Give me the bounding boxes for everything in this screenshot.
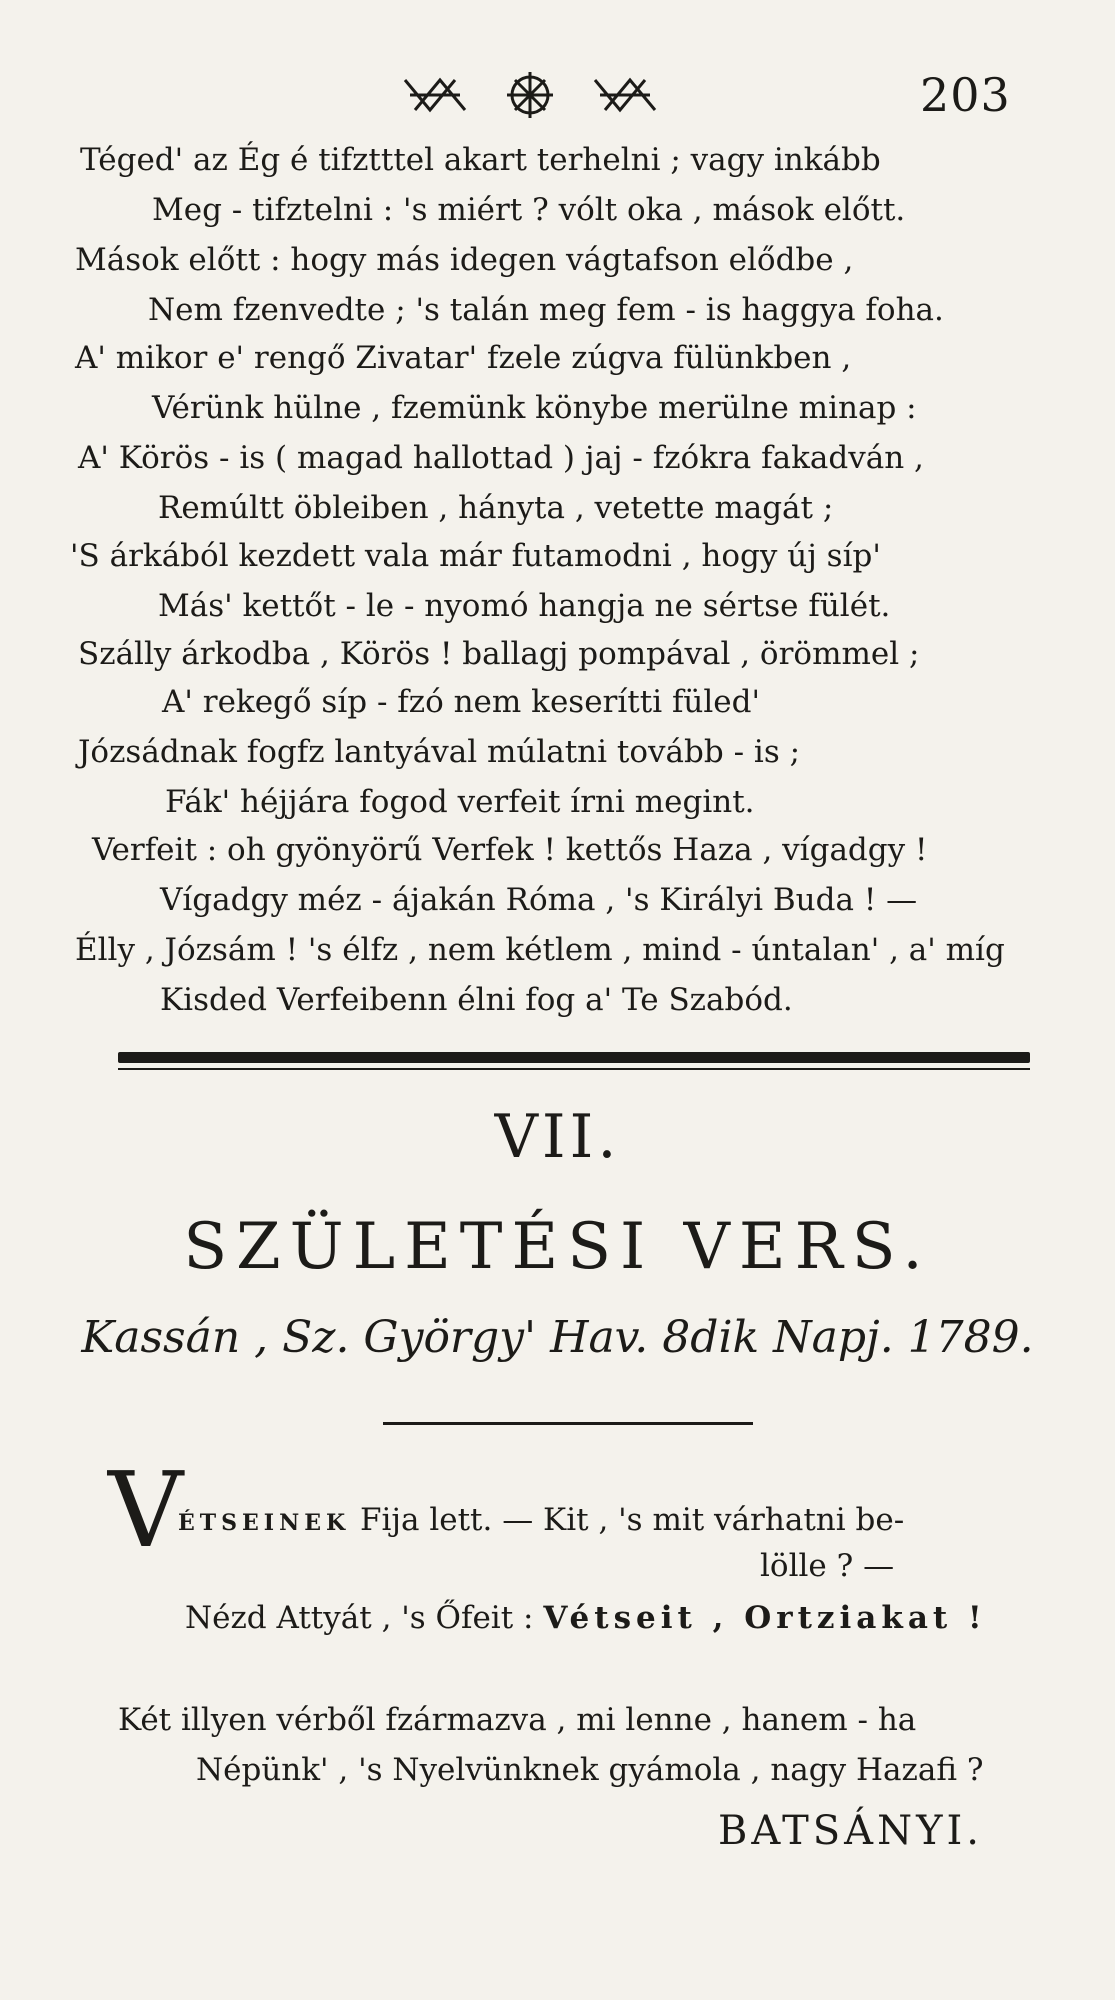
poem-line: Mások előtt : hogy más idegen vágtafson elődbe , bbox=[75, 242, 854, 278]
poem-line: Remúltt öbleiben , hányta , vetette magát ; bbox=[158, 490, 834, 526]
poem-line: Élly , Józsám ! 's élfz , nem kétlem , mind - úntalan' , a' míg bbox=[75, 932, 1005, 968]
poem-line: Nem fzenvedte ; 's talán meg fem - is haggya foha. bbox=[148, 292, 944, 328]
page-number: 203 bbox=[920, 68, 1011, 122]
poem-line: Szálly árkodba , Körös ! ballagj pompával , örömmel ; bbox=[78, 636, 920, 672]
poem-line: Fák' héjjára fogod verfeit írni megint. bbox=[165, 784, 755, 820]
section-title: SZÜLETÉSI VERS. bbox=[183, 1210, 932, 1284]
verse-line-1 bbox=[178, 1500, 904, 1543]
poem-line: A' mikor e' rengő Zivatar' fzele zúgva fülünkben , bbox=[75, 340, 852, 376]
drop-cap: V bbox=[108, 1449, 184, 1571]
section-divider-thick bbox=[118, 1052, 1030, 1063]
section-number: VII. bbox=[494, 1102, 621, 1172]
poem-line: Józsádnak fogfz lantyával múlatni tovább - is ; bbox=[78, 734, 801, 770]
verse-line-2 bbox=[185, 1598, 987, 1638]
poem-line: Vérünk hülne , fzemünk könybe merülne minap : bbox=[152, 390, 917, 426]
poem-line: 'S árkából kezdett vala már futamodni , hogy új síp' bbox=[70, 538, 881, 574]
verse-line-2-start: Nézd Attyát , 's Őfeit : bbox=[185, 1600, 534, 1636]
short-divider bbox=[383, 1422, 753, 1425]
verse-line-4: Népünk' , 's Nyelvünknek gyámola , nagy Hazafi ? bbox=[196, 1752, 984, 1788]
section-divider-thin bbox=[118, 1068, 1030, 1070]
poem-line: A' rekegő síp - fzó nem keserítti füled' bbox=[162, 684, 761, 720]
section-subtitle: Kassán , Sz. György' Hav. 8dik Napj. 1789. bbox=[81, 1312, 1034, 1363]
ornament-vignette-icon bbox=[395, 60, 665, 130]
poem-line: Meg - tifztelni : 's miért ? vólt oka , mások előtt. bbox=[152, 192, 906, 228]
poem-line: A' Körös - is ( magad hallottad ) jaj - fzókra fakadván , bbox=[78, 440, 924, 476]
poem-line: Téged' az Ég é tifztttel akart terhelni ; vagy inkább bbox=[80, 142, 881, 178]
poem-line: Verfeit : oh gyönyörű Verfek ! kettős Haza , vígadgy ! bbox=[92, 832, 928, 868]
verse-line-2-names: Vétseit , Ortziakat ! bbox=[543, 1600, 987, 1636]
verse-line-1-cont: lölle ? — bbox=[760, 1548, 895, 1584]
poem-line: Vígadgy méz - ájakán Róma , 's Királyi Buda ! — bbox=[160, 882, 918, 918]
poem-line: Kisded Verfeibenn élni fog a' Te Szabód. bbox=[160, 982, 793, 1018]
author-signature: BATSÁNYI. bbox=[718, 1808, 983, 1854]
verse-line-3: Két illyen vérből fzármazva , mi lenne , hanem - ha bbox=[118, 1702, 917, 1738]
verse-line-1-text: Fija lett. — Kit , 's mit várhatni be- bbox=[359, 1502, 905, 1538]
verse-first-word: ÉTSEINEK bbox=[178, 1510, 351, 1536]
poem-line: Más' kettőt - le - nyomó hangja ne sértse fülét. bbox=[158, 588, 891, 624]
